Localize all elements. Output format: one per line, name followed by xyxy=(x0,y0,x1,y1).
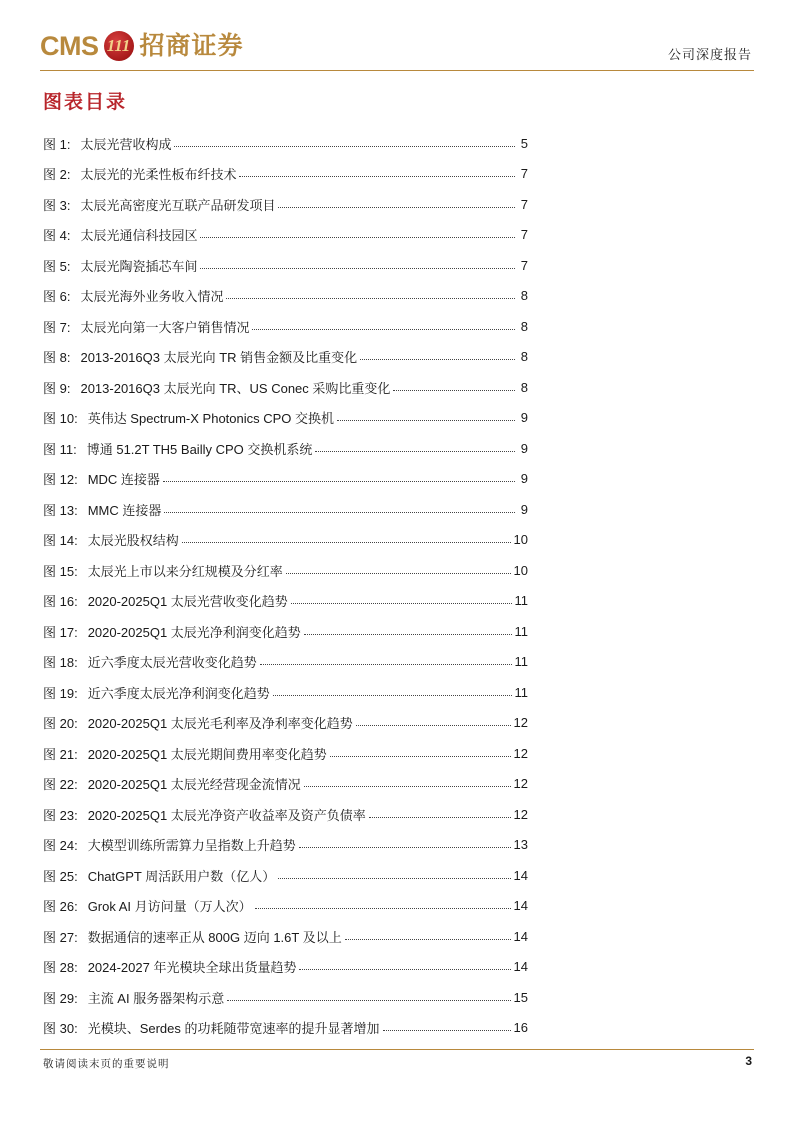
toc-entry-number: 图 11: xyxy=(43,441,77,457)
toc-entry-title: 主流 AI 服务器架构示意 xyxy=(87,990,225,1006)
toc-entry-page: 7 xyxy=(520,196,528,212)
toc-entry-title: 太辰光营收构成 xyxy=(80,136,172,152)
toc-dot-leader xyxy=(337,420,515,421)
toc-entry[interactable] xyxy=(43,128,528,159)
toc-dot-leader xyxy=(164,512,515,513)
toc-dot-leader xyxy=(360,359,515,360)
toc-entry-number: 图 18: xyxy=(43,655,78,671)
report-type-label: 公司深度报告 xyxy=(667,48,752,63)
toc-entry[interactable] xyxy=(43,525,528,556)
toc-entry[interactable] xyxy=(43,982,528,1013)
toc-entry-number: 图 8: xyxy=(43,350,71,366)
toc-entry-title: 近六季度太辰光营收变化趋势 xyxy=(87,655,257,671)
toc-entry-page: 9 xyxy=(520,471,528,487)
toc-entry-title: 太辰光海外业务收入情况 xyxy=(80,289,224,305)
toc-entry-number: 图 16: xyxy=(43,594,78,610)
toc-dot-leader xyxy=(356,725,511,726)
toc-entry-title: 太辰光通信科技园区 xyxy=(80,228,198,244)
toc-dot-leader xyxy=(299,847,511,848)
toc-entry-number: 图 3: xyxy=(43,197,71,213)
toc-entry-title: 2020-2025Q1 太辰光经营现金流情况 xyxy=(87,777,301,793)
toc-dot-leader xyxy=(393,390,515,391)
toc-dot-leader xyxy=(182,542,511,543)
toc-dot-leader xyxy=(163,481,515,482)
toc-entry-title: 数据通信的速率正从 800G 迈向 1.6T 及以上 xyxy=(87,929,342,945)
toc-entry-number: 图 7: xyxy=(43,319,71,335)
toc-entry-number: 图 23: xyxy=(43,807,78,823)
toc-entry-title: Grok AI 月访问量（万人次） xyxy=(87,899,252,915)
page-header xyxy=(0,0,794,74)
toc-entry-title: 太辰光的光柔性板布纤技术 xyxy=(80,167,237,183)
toc-entry-number: 图 29: xyxy=(43,990,78,1006)
toc-entry-page: 15 xyxy=(513,989,528,1005)
toc-entry-title: 博通 51.2T TH5 Bailly CPO 交换机系统 xyxy=(86,441,313,457)
toc-entry-page: 8 xyxy=(520,318,528,334)
toc-entry-page: 11 xyxy=(514,593,528,609)
toc-entry[interactable] xyxy=(43,891,528,922)
toc-entry-page: 12 xyxy=(513,715,528,731)
toc-dot-leader xyxy=(260,664,512,665)
toc-entry-title: 近六季度太辰光净利润变化趋势 xyxy=(87,685,270,701)
toc-entry-page: 16 xyxy=(513,1020,528,1036)
toc-dot-leader xyxy=(369,817,511,818)
footer-divider xyxy=(40,1049,754,1050)
toc-entry-page: 8 xyxy=(520,288,528,304)
toc-entry[interactable] xyxy=(43,677,528,708)
toc-dot-leader xyxy=(255,908,511,909)
toc-entry-title: 2013-2016Q3 太辰光向 TR、US Conec 采购比重变化 xyxy=(80,380,391,396)
toc-entry-number: 图 22: xyxy=(43,777,78,793)
toc-entry[interactable] xyxy=(43,952,528,983)
toc-entry-page: 10 xyxy=(513,562,528,578)
toc-entry[interactable] xyxy=(43,860,528,891)
header-divider xyxy=(40,70,754,71)
toc-entry[interactable] xyxy=(43,433,528,464)
toc-entry-page: 12 xyxy=(513,806,528,822)
logo-chinese-text: 招商证券 xyxy=(139,31,244,60)
toc-entry-page: 11 xyxy=(514,623,528,639)
toc-entry[interactable] xyxy=(43,342,528,373)
toc-dot-leader xyxy=(330,756,511,757)
toc-entry[interactable] xyxy=(43,708,528,739)
toc-entry-page: 5 xyxy=(520,135,528,151)
toc-entry[interactable] xyxy=(43,586,528,617)
toc-entry-title: 2013-2016Q3 太辰光向 TR 销售金额及比重变化 xyxy=(80,350,358,366)
toc-dot-leader xyxy=(227,1000,510,1001)
toc-entry-page: 14 xyxy=(513,959,528,975)
toc-entry-number: 图 10: xyxy=(43,411,78,427)
toc-dot-leader xyxy=(226,298,515,299)
toc-entry-title: 2020-2025Q1 太辰光期间费用率变化趋势 xyxy=(87,746,327,762)
toc-entry-title: 2020-2025Q1 太辰光毛利率及净利率变化趋势 xyxy=(87,716,353,732)
toc-entry-title: 2020-2025Q1 太辰光净利润变化趋势 xyxy=(87,624,301,640)
toc-entry-title: 2024-2027 年光模块全球出货量趋势 xyxy=(87,960,297,976)
toc-entry-title: 太辰光向第一大客户销售情况 xyxy=(80,319,250,335)
toc-entry-page: 14 xyxy=(513,898,528,914)
toc-dot-leader xyxy=(200,237,515,238)
toc-entry-number: 图 21: xyxy=(43,746,78,762)
toc-dot-leader xyxy=(273,695,512,696)
toc-entry-number: 图 20: xyxy=(43,716,78,732)
toc-entry[interactable] xyxy=(43,159,528,190)
toc-dot-leader xyxy=(315,451,515,452)
toc-entry[interactable] xyxy=(43,921,528,952)
toc-entry[interactable] xyxy=(43,647,528,678)
toc-entry-number: 图 2: xyxy=(43,167,71,183)
page-number: 3 xyxy=(745,1054,752,1068)
toc-entry-number: 图 14: xyxy=(43,533,78,549)
toc-entry-page: 9 xyxy=(520,410,528,426)
toc-dot-leader xyxy=(304,786,511,787)
toc-entry-page: 7 xyxy=(520,166,528,182)
toc-entry[interactable] xyxy=(43,769,528,800)
toc-entry-title: MMC 连接器 xyxy=(87,502,162,518)
toc-dot-leader xyxy=(286,573,511,574)
toc-entry[interactable] xyxy=(43,799,528,830)
toc-heading: 图表目录 xyxy=(43,91,128,113)
toc-entry-title: 大模型训练所需算力呈指数上升趋势 xyxy=(87,838,296,854)
company-logo xyxy=(40,28,244,64)
toc-entry-number: 图 25: xyxy=(43,868,78,884)
toc-entry-title: 太辰光陶瓷插芯车间 xyxy=(80,258,198,274)
toc-list xyxy=(43,128,528,1043)
toc-entry-number: 图 24: xyxy=(43,838,78,854)
toc-entry[interactable] xyxy=(43,403,528,434)
toc-entry[interactable] xyxy=(43,494,528,525)
toc-entry-title: 2020-2025Q1 太辰光净资产收益率及资产负债率 xyxy=(87,807,366,823)
toc-entry-number: 图 15: xyxy=(43,563,78,579)
toc-dot-leader xyxy=(304,634,512,635)
toc-entry-page: 12 xyxy=(513,745,528,761)
toc-entry-page: 7 xyxy=(520,227,528,243)
toc-dot-leader xyxy=(278,207,515,208)
logo-emblem-icon: 111 xyxy=(104,31,134,61)
toc-entry-title: 太辰光高密度光互联产品研发项目 xyxy=(80,197,276,213)
toc-entry[interactable] xyxy=(43,1013,528,1044)
toc-entry[interactable] xyxy=(43,189,528,220)
toc-entry-number: 图 4: xyxy=(43,228,71,244)
toc-entry-number: 图 5: xyxy=(43,258,71,274)
toc-entry-title: 2020-2025Q1 太辰光营收变化趋势 xyxy=(87,594,288,610)
toc-entry[interactable] xyxy=(43,555,528,586)
toc-entry-page: 8 xyxy=(520,349,528,365)
toc-dot-leader xyxy=(345,939,511,940)
toc-entry-title: 光模块、Serdes 的功耗随带宽速率的提升显著增加 xyxy=(87,1021,380,1037)
toc-entry[interactable] xyxy=(43,220,528,251)
toc-entry-number: 图 6: xyxy=(43,289,71,305)
toc-dot-leader xyxy=(383,1030,511,1031)
toc-entry-number: 图 9: xyxy=(43,380,71,396)
toc-entry-number: 图 27: xyxy=(43,929,78,945)
toc-entry-title: ChatGPT 周活跃用户数（亿人） xyxy=(87,868,276,884)
toc-dot-leader xyxy=(200,268,515,269)
footer-disclaimer: 敬请阅读末页的重要说明 xyxy=(43,1058,170,1070)
toc-dot-leader xyxy=(239,176,515,177)
toc-dot-leader xyxy=(174,146,515,147)
toc-entry[interactable] xyxy=(43,830,528,861)
toc-entry-page: 10 xyxy=(513,532,528,548)
toc-entry-page: 14 xyxy=(513,928,528,944)
toc-entry-title: 太辰光上市以来分红规模及分红率 xyxy=(87,563,283,579)
toc-dot-leader xyxy=(291,603,512,604)
toc-entry-page: 13 xyxy=(513,837,528,853)
toc-entry-page: 14 xyxy=(513,867,528,883)
toc-entry-number: 图 13: xyxy=(43,502,78,518)
toc-entry[interactable] xyxy=(43,311,528,342)
toc-entry-page: 7 xyxy=(520,257,528,273)
toc-entry-number: 图 26: xyxy=(43,899,78,915)
toc-entry-page: 9 xyxy=(520,501,528,517)
toc-entry[interactable] xyxy=(43,738,528,769)
toc-entry-page: 9 xyxy=(520,440,528,456)
logo-latin-text: CMS xyxy=(40,31,99,61)
toc-dot-leader xyxy=(299,969,510,970)
toc-dot-leader xyxy=(252,329,515,330)
toc-entry-number: 图 1: xyxy=(43,136,71,152)
toc-entry-title: MDC 连接器 xyxy=(87,472,160,488)
toc-entry[interactable] xyxy=(43,616,528,647)
toc-entry-title: 英伟达 Spectrum-X Photonics CPO 交换机 xyxy=(87,411,335,427)
toc-entry-page: 11 xyxy=(514,654,528,670)
toc-entry-number: 图 30: xyxy=(43,1021,78,1037)
toc-entry-page: 8 xyxy=(520,379,528,395)
toc-entry-page: 12 xyxy=(513,776,528,792)
toc-entry[interactable] xyxy=(43,464,528,495)
toc-entry-number: 图 28: xyxy=(43,960,78,976)
toc-entry-page: 11 xyxy=(514,684,528,700)
toc-entry-number: 图 19: xyxy=(43,685,78,701)
toc-entry-number: 图 17: xyxy=(43,624,78,640)
toc-entry[interactable] xyxy=(43,372,528,403)
toc-entry-number: 图 12: xyxy=(43,472,78,488)
toc-entry[interactable] xyxy=(43,250,528,281)
toc-dot-leader xyxy=(278,878,510,879)
toc-entry[interactable] xyxy=(43,281,528,312)
toc-entry-title: 太辰光股权结构 xyxy=(87,533,179,549)
